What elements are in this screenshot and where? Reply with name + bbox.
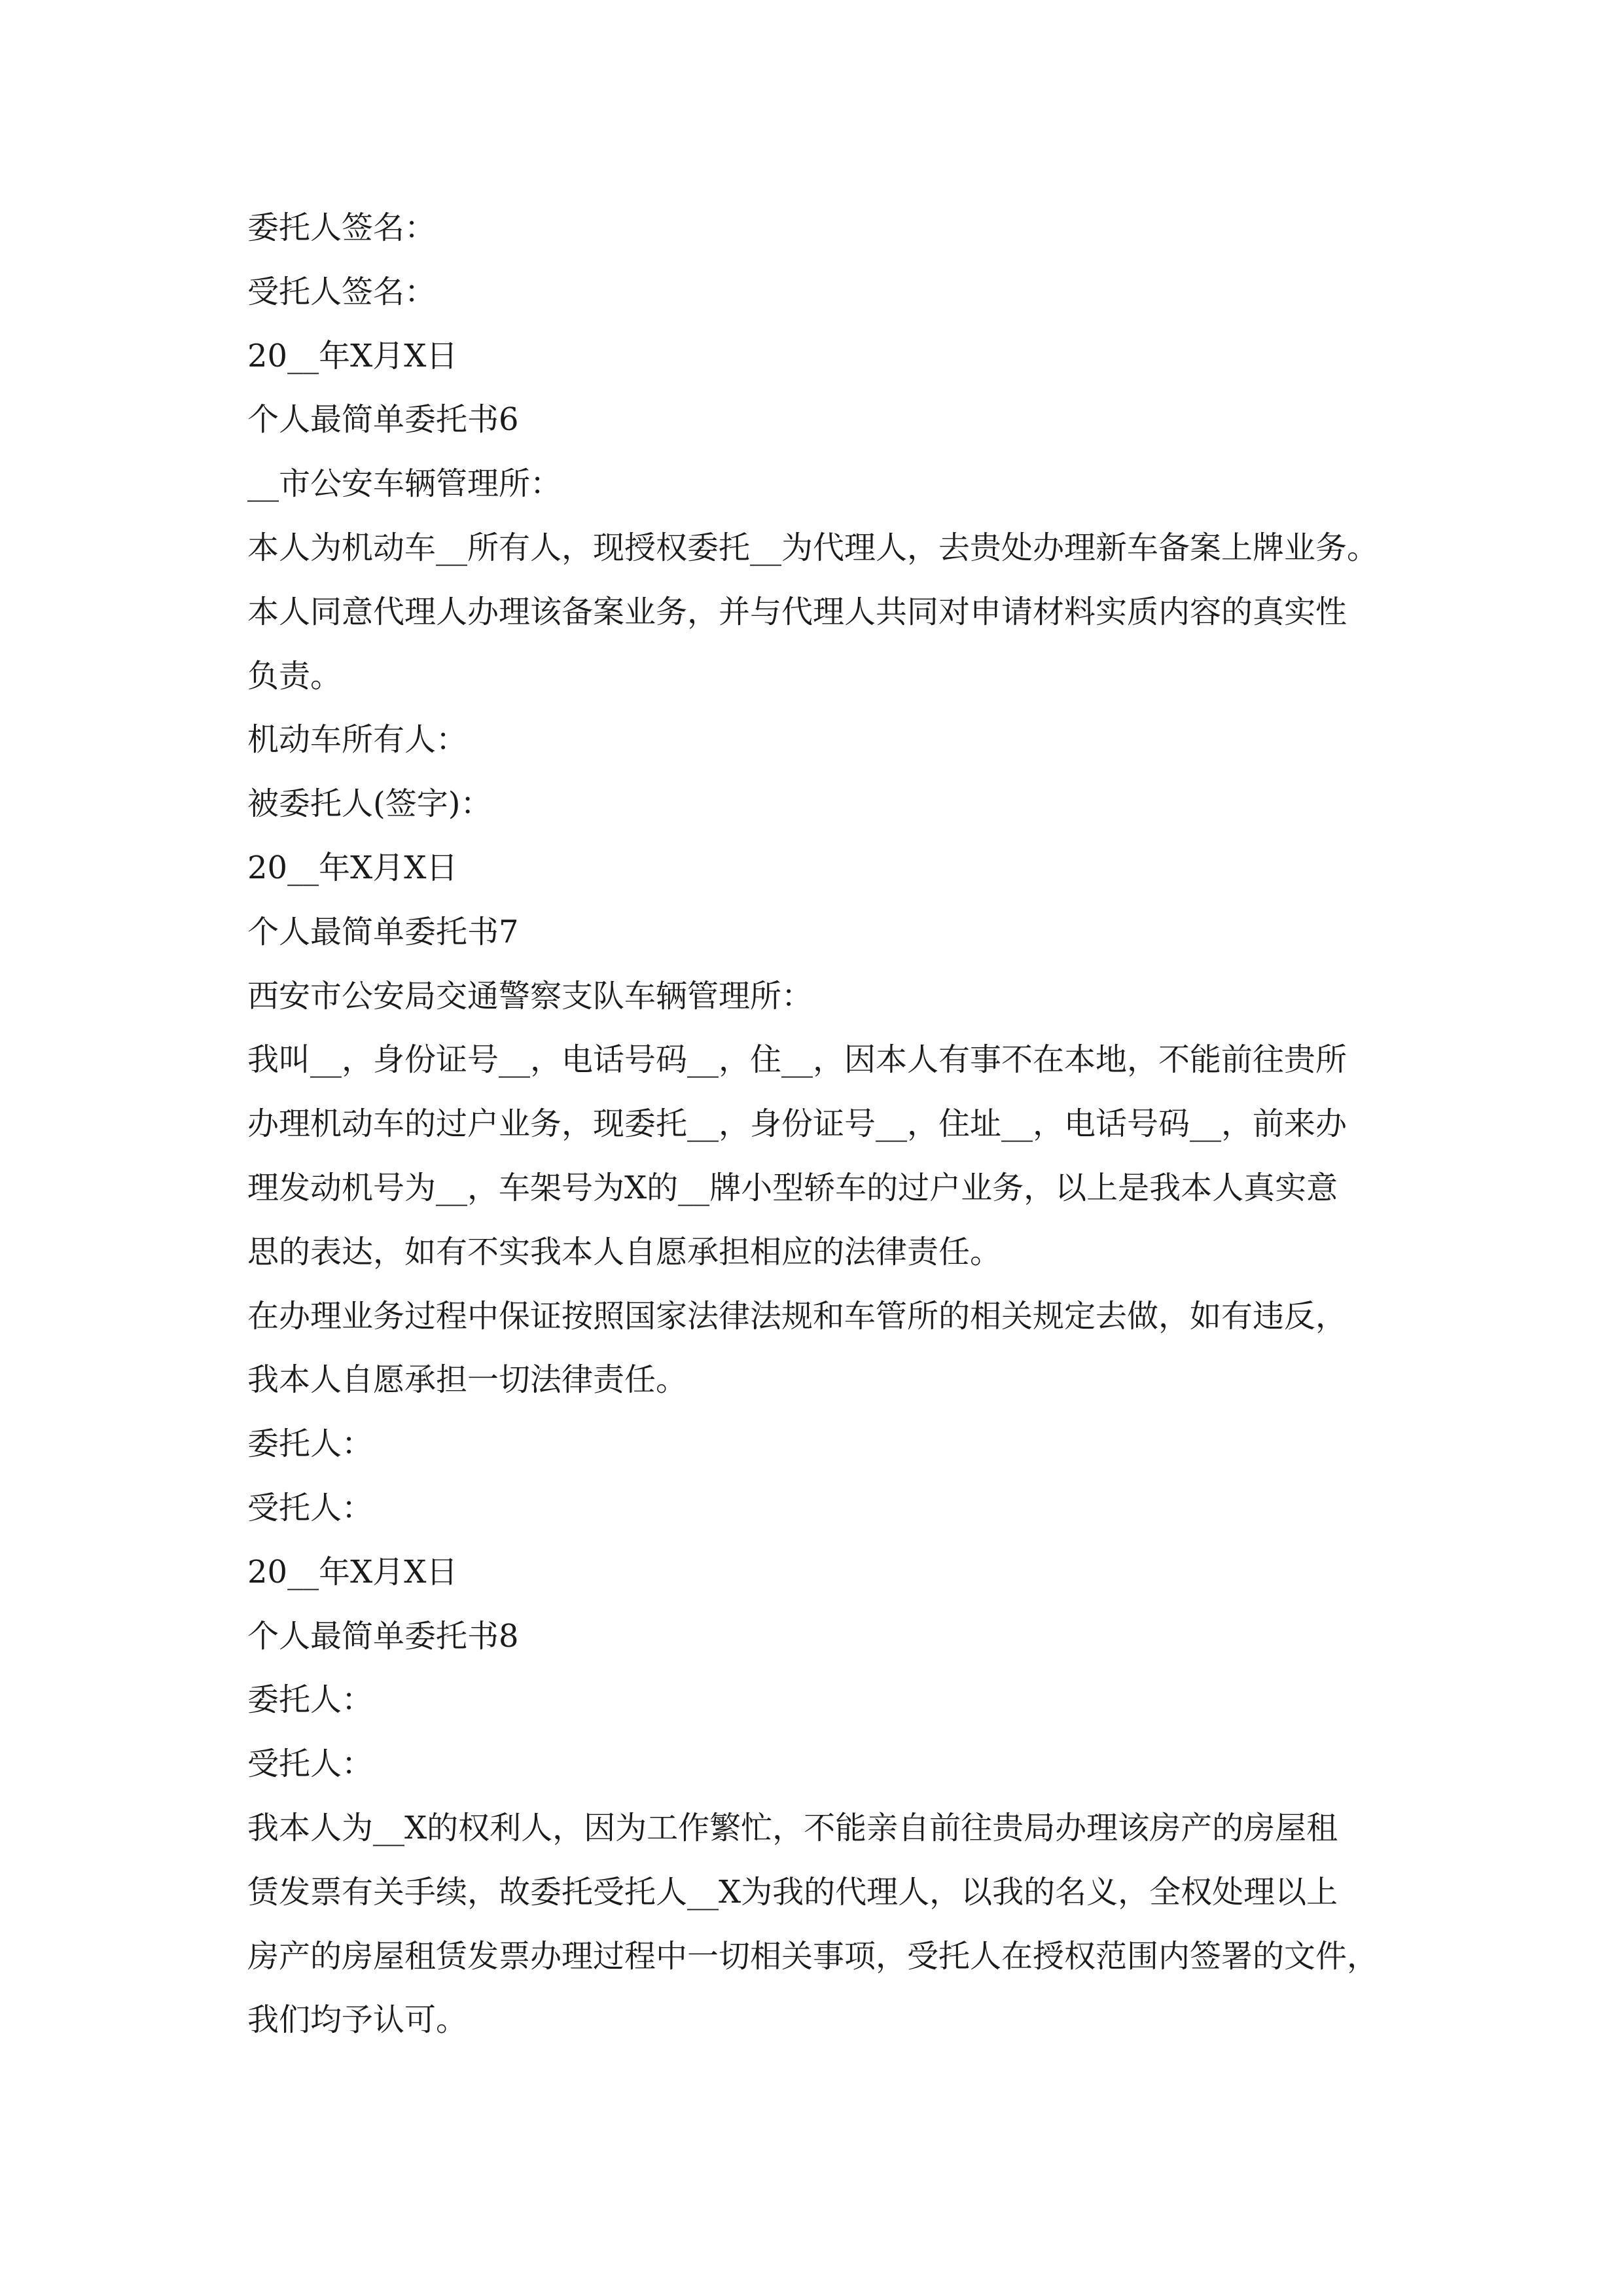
body-paragraph-line: 我本人自愿承担一切法律责任。 <box>247 1361 688 1399</box>
body-paragraph-line: 我本人为__X的权利人，因为工作繁忙，不能亲自前往贵局办理该房产的房屋租 <box>247 1809 1338 1846</box>
body-paragraph-line: 我们均予认可。 <box>247 2001 468 2039</box>
body-paragraph-line: 赁发票有关手续，故委托受托人__X为我的代理人，以我的名义，全权处理以上 <box>247 1873 1338 1910</box>
section-title-7: 个人最简单委托书7 <box>247 913 519 950</box>
body-paragraph-line: 思的表达，如有不实我本人自愿承担相应的法律责任。 <box>247 1233 1002 1270</box>
body-paragraph-line: 房产的房屋租赁发票办理过程中一切相关事项，受托人在授权范围内签署的文件， <box>247 1937 1379 1975</box>
addressee-line: 西安市公安局交通警察支队车辆管理所： <box>247 977 813 1014</box>
section-title-8: 个人最简单委托书8 <box>247 1617 519 1655</box>
principal-signature-line: 委托人签名： <box>247 209 437 246</box>
date-line: 20__年X月X日 <box>247 1553 458 1590</box>
date-line: 20__年X月X日 <box>247 849 458 886</box>
agent-signature-line: 受托人签名： <box>247 273 437 310</box>
body-paragraph-line: 理发动机号为__，车架号为X的__牌小型轿车的过户业务，以上是我本人真实意 <box>247 1169 1338 1206</box>
body-paragraph-line: 办理机动车的过户业务，现委托__，身份证号__，住址__，电话号码__，前来办 <box>247 1105 1347 1143</box>
body-paragraph-line: 本人同意代理人办理该备案业务，并与代理人共同对申请材料实质内容的真实性 <box>247 593 1347 630</box>
agent-line: 受托人： <box>247 1489 374 1526</box>
agent-line: 受托人： <box>247 1746 374 1783</box>
principal-line: 委托人： <box>247 1426 374 1463</box>
body-paragraph-line: 本人为机动车__所有人，现授权委托__为代理人，去贵处办理新车备案上牌业务。 <box>247 529 1379 566</box>
addressee-line: __市公安车辆管理所： <box>247 465 562 503</box>
body-paragraph-line: 负责。 <box>247 657 342 694</box>
document-body <box>247 196 1399 2053</box>
body-paragraph-line: 我叫__，身份证号__，电话号码__，住__，因本人有事不在本地，不能前往贵所 <box>247 1041 1347 1079</box>
principal-line: 委托人： <box>247 1681 374 1719</box>
date-line: 20__年X月X日 <box>247 337 458 374</box>
body-paragraph-line: 在办理业务过程中保证按照国家法律法规和车管所的相关规定去做，如有违反， <box>247 1297 1347 1335</box>
section-title-6: 个人最简单委托书6 <box>247 401 519 439</box>
entrusted-signature-line: 被委托人(签字)： <box>247 785 492 823</box>
vehicle-owner-line: 机动车所有人： <box>247 721 468 759</box>
